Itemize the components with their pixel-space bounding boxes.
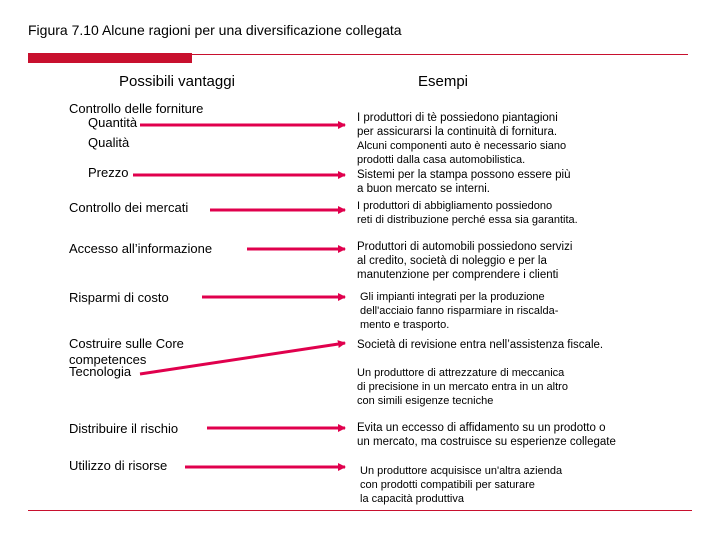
vantaggio-prezzo: Prezzo [88, 165, 129, 180]
header-esempi: Esempi [418, 73, 469, 90]
vantaggio-quantita: Quantità [88, 115, 138, 130]
esempio-impianti-acciaio: Gli impianti integrati per la produzione dell'acciaio fanno risparmiare in riscalda- mento e trasporto. [360, 291, 559, 331]
esempio-societa-revisione: Società di revisione entra nell’assistenza fiscale. [357, 339, 604, 351]
esempio-te-piantagioni: I produttori di tè possiedono piantagioni per assicurarsi la continuità di fornitura. [357, 112, 558, 138]
esempio-sistemi-stampa: Sistemi per la stampa possono essere più a buon mercato se interni. [357, 169, 571, 195]
vantaggio-qualita: Qualità [88, 135, 130, 150]
vantaggio-controllo-forniture: Controllo delle forniture [69, 101, 204, 116]
vantaggio-distribuire-rischio: Distribuire il rischio [69, 421, 179, 436]
esempio-eccesso-affidamento: Evita un eccesso di affidamento su un prodotto o un mercato, ma costruisce su esperienze collegate [357, 422, 616, 448]
esempio-componenti-auto: Alcuni componenti auto è necessario siano prodotti dalla casa automobilistica. [357, 140, 567, 166]
vantaggio-utilizzo-risorse: Utilizzo di risorse [69, 458, 168, 473]
bottom-divider-line [28, 510, 692, 511]
vantaggio-tecnologia: Tecnologia [69, 364, 132, 379]
vantaggio-core-competences-line2: competences [69, 352, 147, 367]
header-vantaggi: Possibili vantaggi [119, 73, 235, 90]
figure-title: Figura 7.10 Alcune ragioni per una diversificazione collegata [28, 22, 402, 38]
vantaggio-controllo-mercati: Controllo dei mercati [69, 200, 189, 215]
arrow-core-competences [140, 343, 345, 374]
vantaggio-accesso-informazione: Accesso all’informazione [69, 241, 213, 256]
vantaggio-risparmi-costo: Risparmi di costo [69, 290, 169, 305]
esempio-meccanica-precisione: Un produttore di attrezzature di meccanica di precisione in un mercato entra in un altro con simili esigenze tecniche [357, 367, 568, 407]
esempio-abbigliamento: I produttori di abbigliamento possiedono reti di distribuzione perché essa sia garantita. [357, 200, 578, 226]
esempio-produttori-automobili: Produttori di automobili possiedono servizi al credito, società di noleggio e per la manutenzione per comprendere i clienti [357, 241, 573, 281]
esempio-acquisizione-azienda: Un produttore acquisisce un'altra azienda con prodotti compatibili per saturare la capacità produttiva [360, 465, 563, 505]
vantaggio-core-competences-line1: Costruire sulle Core [69, 336, 184, 351]
